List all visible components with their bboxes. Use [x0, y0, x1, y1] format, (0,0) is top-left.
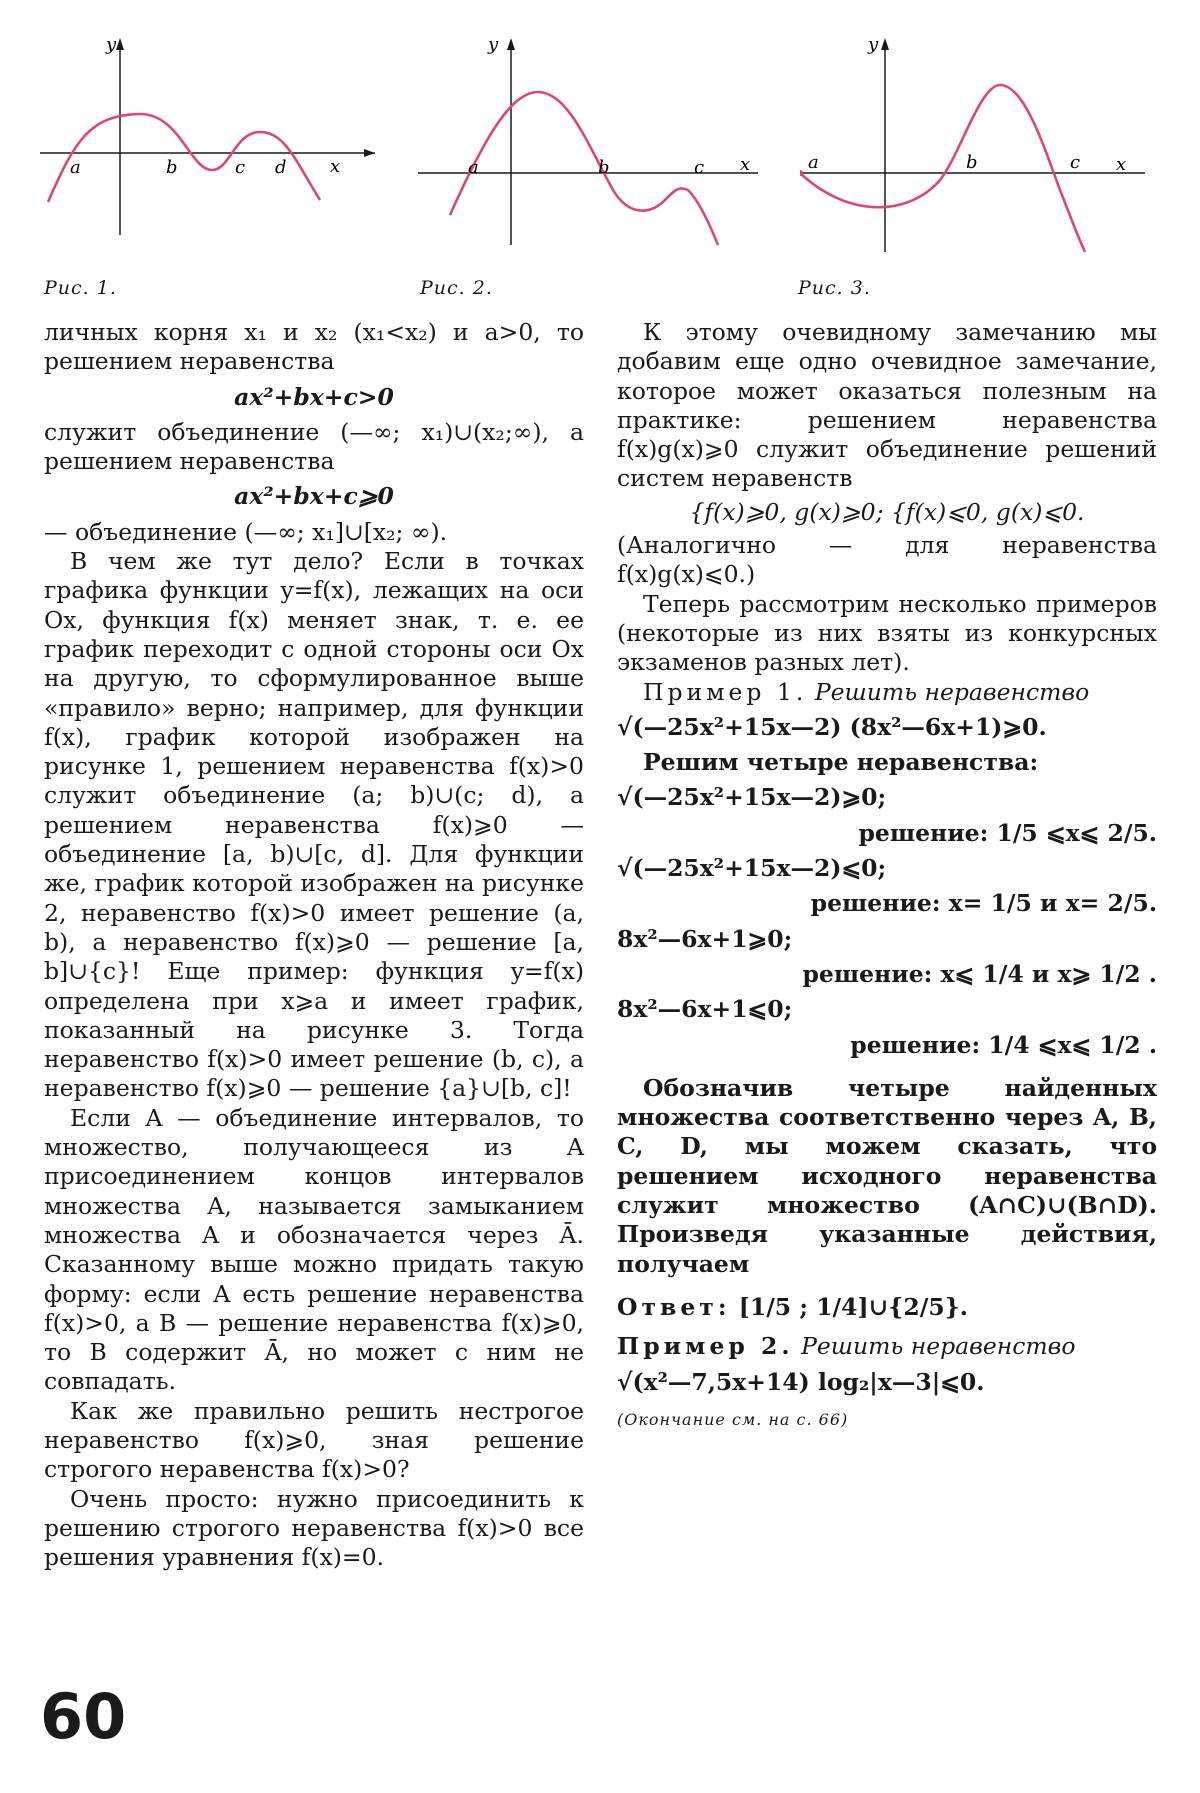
right-paragraph-1: К этому очевидному замечанию мы добавим еще одно очевидное замечание, которое может оказаться полезным на практике: решением неравенства f(x)g(x)⩾0 служит объединение решений систем неравенств	[617, 318, 1157, 493]
left-paragraph-4: В чем же тут дело? Если в точках графика функции y=f(x), лежащих на оси Ox, функция f(x) меняет знак, т. е. ее график переходит с одной стороны оси Ox на другую, то сформулированное выше «правило» верно; например, для функции f(x), график которой изображен на рисунке 1, решением неравенства f(x)>0 служит объединение (a; b)∪(c; d), а решением неравенства f(x)⩾0 — объединение [a, b)∪[c, d]. Для функции же, график которой изображен на рисунке 2, неравенство f(x)>0 имеет решение (a, b), а неравенство f(x)⩾0 — решение [a, b]∪{c}! Еще пример: функция y=f(x) определена при x⩾a и имеет график, показанный на рисунке 3. Тогда неравенство f(x)>0 имеет решение (b, c), а неравенство f(x)⩾0 — решение {a}∪[b, c]!	[44, 547, 584, 1103]
point-b: b	[966, 152, 978, 173]
y-axis-arrow	[116, 38, 124, 50]
solution-3: решение: x⩽ 1/4 и x⩾ 1/2 .	[802, 959, 1157, 988]
example-2-task: Решить неравенство	[801, 1332, 1076, 1361]
example-1-formula: √(—25x²+15x—2) (8x²—6x+1)⩾0.	[617, 712, 1047, 741]
right-paragraph-2: (Аналогично — для неравенства f(x)g(x)⩽0.)	[617, 531, 1157, 589]
left-column	[44, 318, 584, 1572]
x-label: x	[330, 156, 341, 177]
figure-2	[418, 30, 758, 250]
figure-1	[40, 30, 380, 240]
curve	[800, 85, 1085, 252]
point-c: c	[694, 157, 705, 178]
left-paragraph-3: — объединение (—∞; x₁]∪[x₂; ∞).	[44, 517, 448, 546]
point-c: c	[1070, 152, 1081, 173]
caption-fig-2: Рис. 2.	[420, 277, 493, 299]
left-paragraph-7: Очень просто: нужно присоединить к решению строгого неравенства f(x)>0 все решения уравнения f(x)=0.	[44, 1484, 584, 1572]
y-axis-arrow	[881, 38, 889, 50]
y-label: y	[106, 34, 117, 55]
inequality-3: 8x²—6x+1⩾0;	[617, 924, 793, 953]
continuation-note: (Окончание см. на с. 66)	[617, 1409, 849, 1429]
inequality-2: √(—25x²+15x—2)⩽0;	[617, 854, 887, 883]
left-paragraph-6: Как же правильно решить нестрогое неравенство f(x)⩾0, зная решение строгого неравенства f(x)>0?	[44, 1396, 584, 1484]
systems-of-inequalities: {f(x)⩾0, g(x)⩾0; {f(x)⩽0, g(x)⩽0.	[689, 497, 1085, 526]
point-d: d	[275, 157, 287, 178]
right-paragraph-3: Теперь рассмотрим несколько примеров (некоторые из них взяты из конкурсных экзаменов разных лет).	[617, 589, 1157, 677]
graph-3	[800, 30, 1150, 255]
caption-fig-3: Рис. 3.	[798, 277, 871, 299]
example-2-formula: √(x²—7,5x+14) log₂|x—3|⩽0.	[617, 1367, 985, 1396]
graph-2	[418, 30, 758, 250]
page-number: 60	[40, 1680, 127, 1753]
right-paragraph-5: Обозначив четыре найденных множества соответственно через A, B, C, D, мы можем сказать, что решением исходного неравенства служит множество (A∩C)∪(B∩D). Произведя указанные действия, получаем	[617, 1073, 1157, 1278]
solution-4: решение: 1/4 ⩽x⩽ 1/2 .	[850, 1030, 1157, 1059]
point-b: b	[598, 157, 610, 178]
answer-label: Ответ:	[617, 1292, 731, 1321]
formula-nonstrict: ax²+bx+c⩾0	[234, 482, 394, 511]
inequality-1: √(—25x²+15x—2)⩾0;	[617, 783, 887, 812]
example-2-label: Пример 2.	[617, 1332, 794, 1361]
left-paragraph-1: личных корня x₁ и x₂ (x₁<x₂) и a>0, то решением неравенства	[44, 318, 584, 376]
formula-strict: ax²+bx+c>0	[234, 382, 394, 411]
point-a: a	[70, 157, 81, 178]
point-a: a	[808, 152, 819, 173]
solution-2: решение: x= 1/5 и x= 2/5.	[810, 889, 1157, 918]
point-a: a	[468, 157, 479, 178]
solution-1: решение: 1/5 ⩽x⩽ 2/5.	[858, 818, 1157, 847]
inequality-4: 8x²—6x+1⩽0;	[617, 995, 793, 1024]
right-paragraph-4: Решим четыре неравенства:	[643, 748, 1039, 777]
y-label: y	[488, 34, 499, 55]
left-paragraph-2: служит объединение (—∞; x₁)∪(x₂;∞), а решением неравенства	[44, 417, 584, 476]
left-paragraph-5: Если A — объединение интервалов, то множество, получающееся из A присоединением концов интервалов множества A, называется замыканием множества A и обозначается через Ā. Сказанному выше можно придать такую форму: если A есть решение неравенства f(x)>0, а B — решение неравенства f(x)⩾0, то B содержит Ā, но может с ним не совпадать.	[44, 1103, 584, 1396]
answer-value: [1/5 ; 1/4]∪{2/5}.	[738, 1292, 968, 1321]
figure-3	[800, 30, 1150, 255]
right-column	[617, 318, 1157, 1434]
y-label: y	[868, 34, 879, 55]
x-label: x	[1116, 154, 1127, 175]
graph-1	[40, 30, 380, 240]
y-axis-arrow	[507, 38, 515, 50]
caption-fig-1: Рис. 1.	[44, 277, 117, 299]
x-label: x	[740, 154, 751, 175]
example-1-label: Пример 1.	[643, 677, 808, 706]
point-c: c	[235, 157, 246, 178]
point-b: b	[166, 157, 178, 178]
x-axis-arrow	[364, 149, 375, 157]
example-1-task: Решить неравенство	[814, 677, 1090, 706]
curve	[450, 92, 718, 245]
